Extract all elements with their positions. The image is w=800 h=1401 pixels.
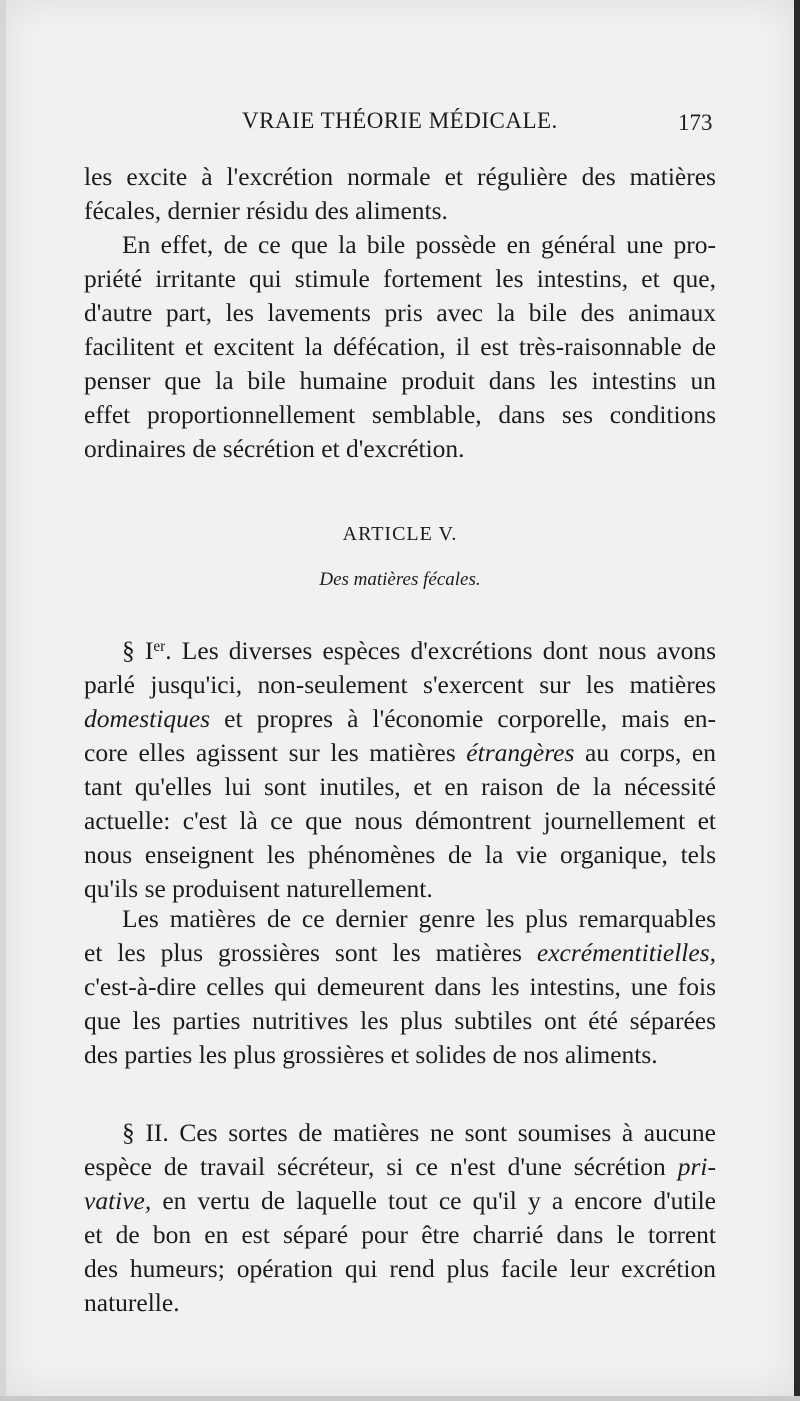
paragraph-2 xyxy=(84,228,716,466)
italic-word: pri- xyxy=(677,1152,716,1181)
paragraph-4 xyxy=(84,902,716,1072)
italic-word: étrangères xyxy=(466,738,575,767)
text-fragment: espèce de travail sécréteur, si ce n'est d'une sécrétion xyxy=(84,1152,678,1181)
scan-bottom-edge xyxy=(0,1396,800,1401)
text-line xyxy=(84,702,716,736)
text-line: facilitent et excitent la défécation, il est très-raisonnable de xyxy=(84,332,716,361)
article-heading: ARTICLE V. xyxy=(342,523,458,545)
text-line: des humeurs; opération qui rend plus facile leur excrétion xyxy=(84,1254,716,1283)
text-line: fécales, dernier résidu des aliments. xyxy=(84,196,448,225)
text-line xyxy=(84,736,716,770)
text-line: tant qu'elles lui sont inutiles, et en raison de la nécessité xyxy=(84,772,716,801)
text-fragment: au corps, en xyxy=(574,738,716,767)
section-superscript: er xyxy=(153,638,166,655)
text-line xyxy=(84,630,716,668)
section-number: I xyxy=(144,636,154,665)
text-line: priété irritante qui stimule fortement les intestins, et que, xyxy=(84,264,716,293)
text-line xyxy=(84,1184,716,1218)
text-line: et de bon en est séparé pour être charrié dans le torrent xyxy=(84,1220,716,1249)
section-mark: § xyxy=(122,636,135,665)
text-line: penser que la bile humaine produit dans les intestins un xyxy=(84,366,716,395)
text-line: que les parties nutritives les plus subtiles ont été séparées xyxy=(84,1006,716,1035)
article-subtitle: Des matières fécales. xyxy=(319,569,481,590)
section-mark: § xyxy=(122,1118,135,1147)
paragraph-5 xyxy=(84,1116,716,1320)
text-line xyxy=(84,936,716,970)
text-line: Les matières de ce dernier genre les plus remarquables xyxy=(122,904,716,933)
page-number: 173 xyxy=(678,110,713,135)
text-line: qu'ils se produisent naturellement. xyxy=(84,874,433,903)
paragraph-1 xyxy=(84,160,716,228)
text-line: naturelle. xyxy=(84,1288,180,1317)
text-fragment: et propres à l'économie corporelle, mais en- xyxy=(210,704,716,733)
text-line: parlé jusqu'ici, non-seulement s'exercent sur les matières xyxy=(84,670,716,699)
page-header xyxy=(6,108,794,144)
italic-word: vative, xyxy=(84,1186,152,1215)
text-line: les excite à l'excrétion normale et régulière des matières xyxy=(84,162,716,191)
text-line: En effet, de ce que la bile possède en général une pro- xyxy=(122,230,716,259)
paragraph-3 xyxy=(84,630,716,906)
text-fragment: core elles agissent sur les matières xyxy=(84,738,467,767)
text-fragment: . Ces sortes de matières ne sont soumises à aucune xyxy=(162,1118,716,1147)
running-title: VRAIE THÉORIE MÉDICALE. xyxy=(242,108,558,133)
text-line: des parties les plus grossières et solides de nos aliments. xyxy=(84,1040,658,1069)
text-fragment: et les plus grossières sont les matières xyxy=(84,938,537,967)
text-line: ordinaires de sécrétion et d'excrétion. xyxy=(84,434,465,463)
scan-edge-shadow xyxy=(794,0,800,1401)
text-line xyxy=(84,1116,716,1150)
italic-word: domestiques xyxy=(84,704,211,733)
text-fragment: en vertu de laquelle tout ce qu'il y a encore d'utile xyxy=(151,1186,716,1215)
text-line: effet proportionnellement semblable, dans ses conditions xyxy=(84,400,716,429)
italic-word: excrémentitielles, xyxy=(536,938,716,967)
text-line: c'est-à-dire celles qui demeurent dans les intestins, une fois xyxy=(84,972,716,1001)
section-number: II xyxy=(145,1118,163,1147)
book-page xyxy=(6,0,794,1396)
text-line: actuelle: c'est là ce que nous démontrent journellement et xyxy=(84,806,716,835)
text-line xyxy=(84,1150,716,1184)
text-fragment: . Les diverses espèces d'excrétions dont nous avons xyxy=(165,636,716,665)
text-line: nous enseignent les phénomènes de la vie organique, tels xyxy=(84,840,716,869)
text-line: d'autre part, les lavements pris avec la bile des animaux xyxy=(84,298,716,327)
